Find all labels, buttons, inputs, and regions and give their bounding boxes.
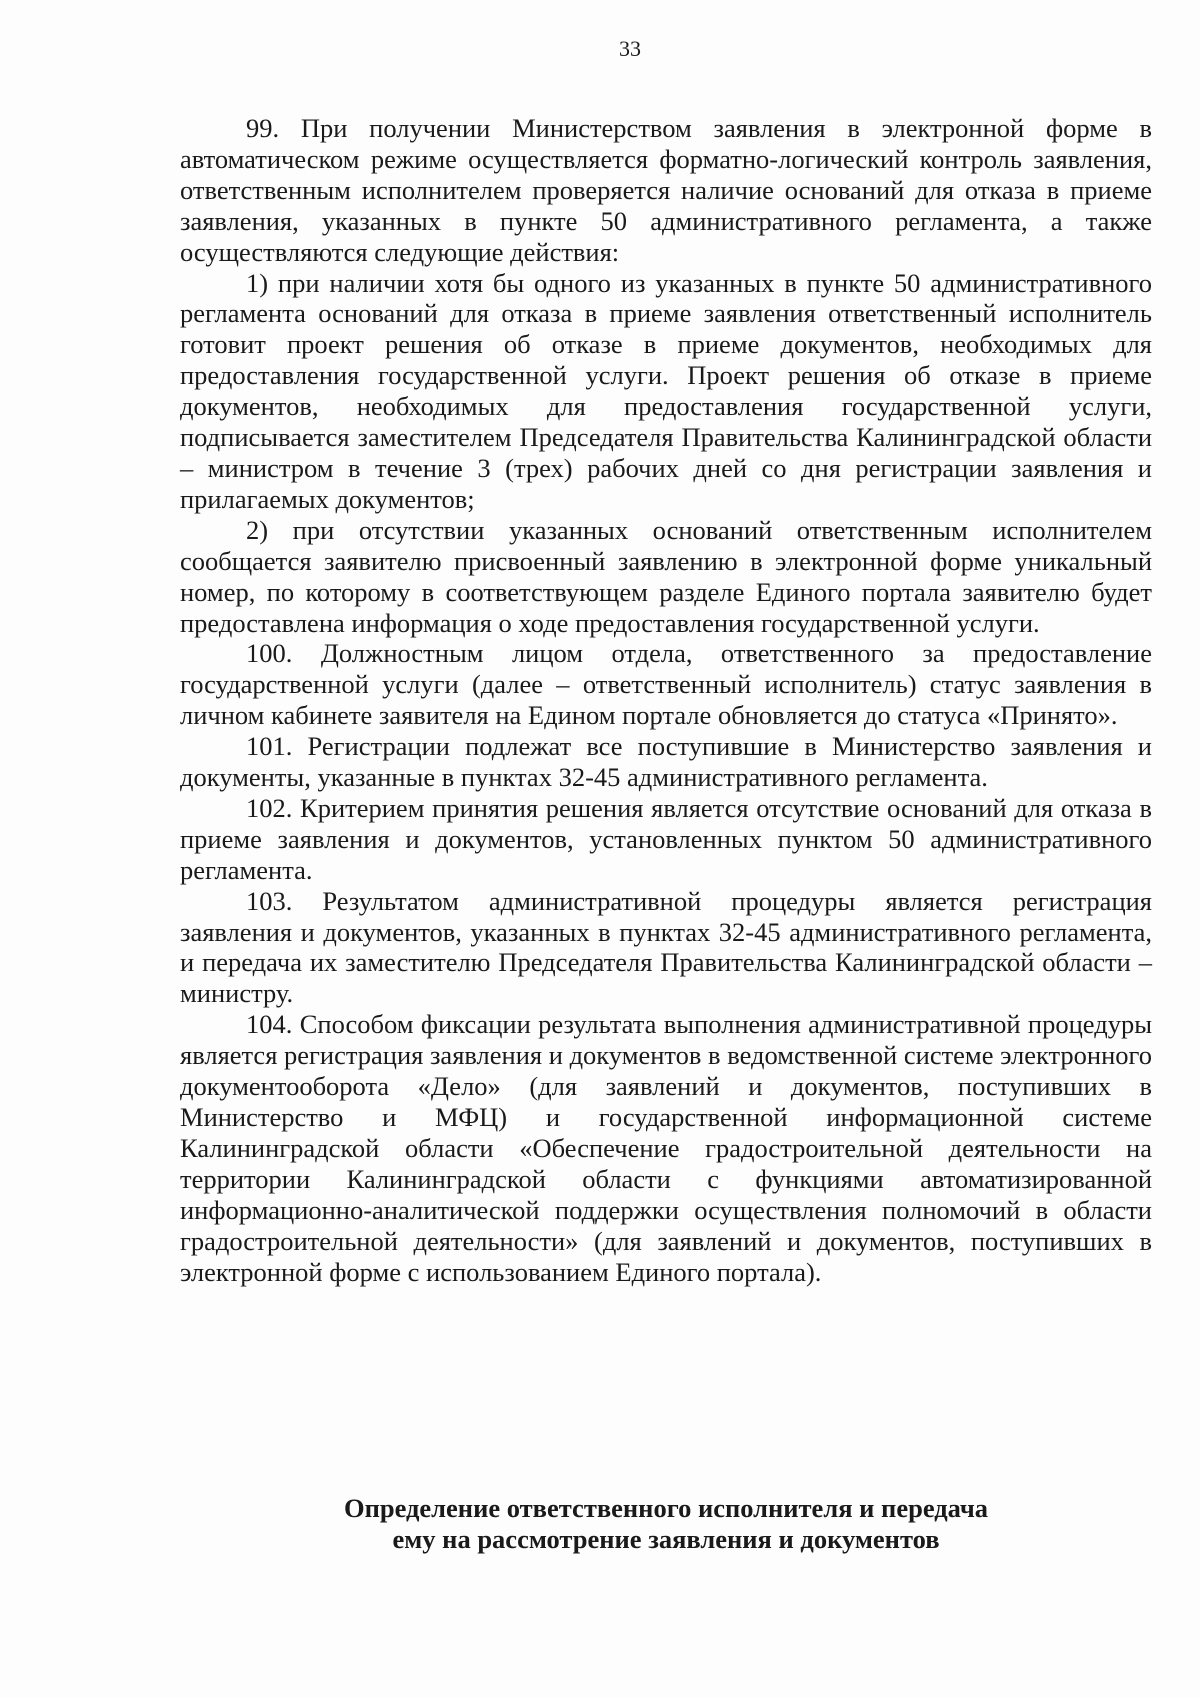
paragraph-100: 100. Должностным лицом отдела, ответственного за предоставление государственной услуги (далее – ответственный исполнитель) статус заявления в личном кабинете заявителя на Едином портале обновляется до статуса «Принято».: [180, 638, 1152, 731]
section-heading-line-2: ему на рассмотрение заявления и документов: [392, 1524, 940, 1554]
paragraph-101: 101. Регистрации подлежат все поступившие в Министерство заявления и документы, указанные в пунктах 32-45 административного регламента.: [180, 731, 1152, 793]
paragraph-104: 104. Способом фиксации результата выполнения административной процедуры является регистрация заявления и документов в ведомственной системе электронного документооборота «Дело» (для заявлений и документов, поступивших в Министерство и МФЦ) и государственной информационной системе Калининградской области «Обеспечение градостроительной деятельности на территории Калининградской области с функциями автоматизированной информационно-аналитической поддержки осуществления полномочий в области градостроительной деятельности» (для заявлений и документов, поступивших в электронной форме с использованием Единого портала).: [180, 1009, 1152, 1287]
paragraph-99-item-2: 2) при отсутствии указанных оснований ответственным исполнителем сообщается заявителю присвоенный заявлению в электронной форме уникальный номер, по которому в соответствующем разделе Единого портала заявителю будет предоставлена информация о ходе предоставления государственной услуги.: [180, 514, 1152, 638]
section-heading-line-1: Определение ответственного исполнителя и передача: [343, 1493, 989, 1523]
document-body: [180, 113, 1152, 1287]
section-heading: [180, 1493, 1152, 1555]
paragraph-103: 103. Результатом административной процедуры является регистрация заявления и документов, указанных в пунктах 32-45 административного регламента, и передача их заместителю Председателя Правительства Калининградской области – министру.: [180, 885, 1152, 1009]
page-number: 33: [619, 36, 641, 61]
paragraph-102: 102. Критерием принятия решения является отсутствие оснований для отказа в приеме заявления и документов, установленных пунктом 50 административного регламента.: [180, 792, 1152, 885]
paragraph-99-item-1: 1) при наличии хотя бы одного из указанных в пункте 50 административного регламента оснований для отказа в приеме заявления ответственный исполнитель готовит проект решения об отказе в приеме документов, необходимых для предоставления государственной услуги. Проект решения об отказе в приеме документов, необходимых для предоставления государственной услуги, подписывается заместителем Председателя Правительства Калининградской области – министром в течение 3 (трех) рабочих дней со дня регистрации заявления и прилагаемых документов;: [180, 267, 1152, 514]
paragraph-99: 99. При получении Министерством заявления в электронной форме в автоматическом режиме осуществляется форматно-логический контроль заявления, ответственным исполнителем проверяется наличие оснований для отказа в приеме заявления, указанных в пункте 50 административного регламента, а также осуществляются следующие действия:: [180, 113, 1152, 267]
